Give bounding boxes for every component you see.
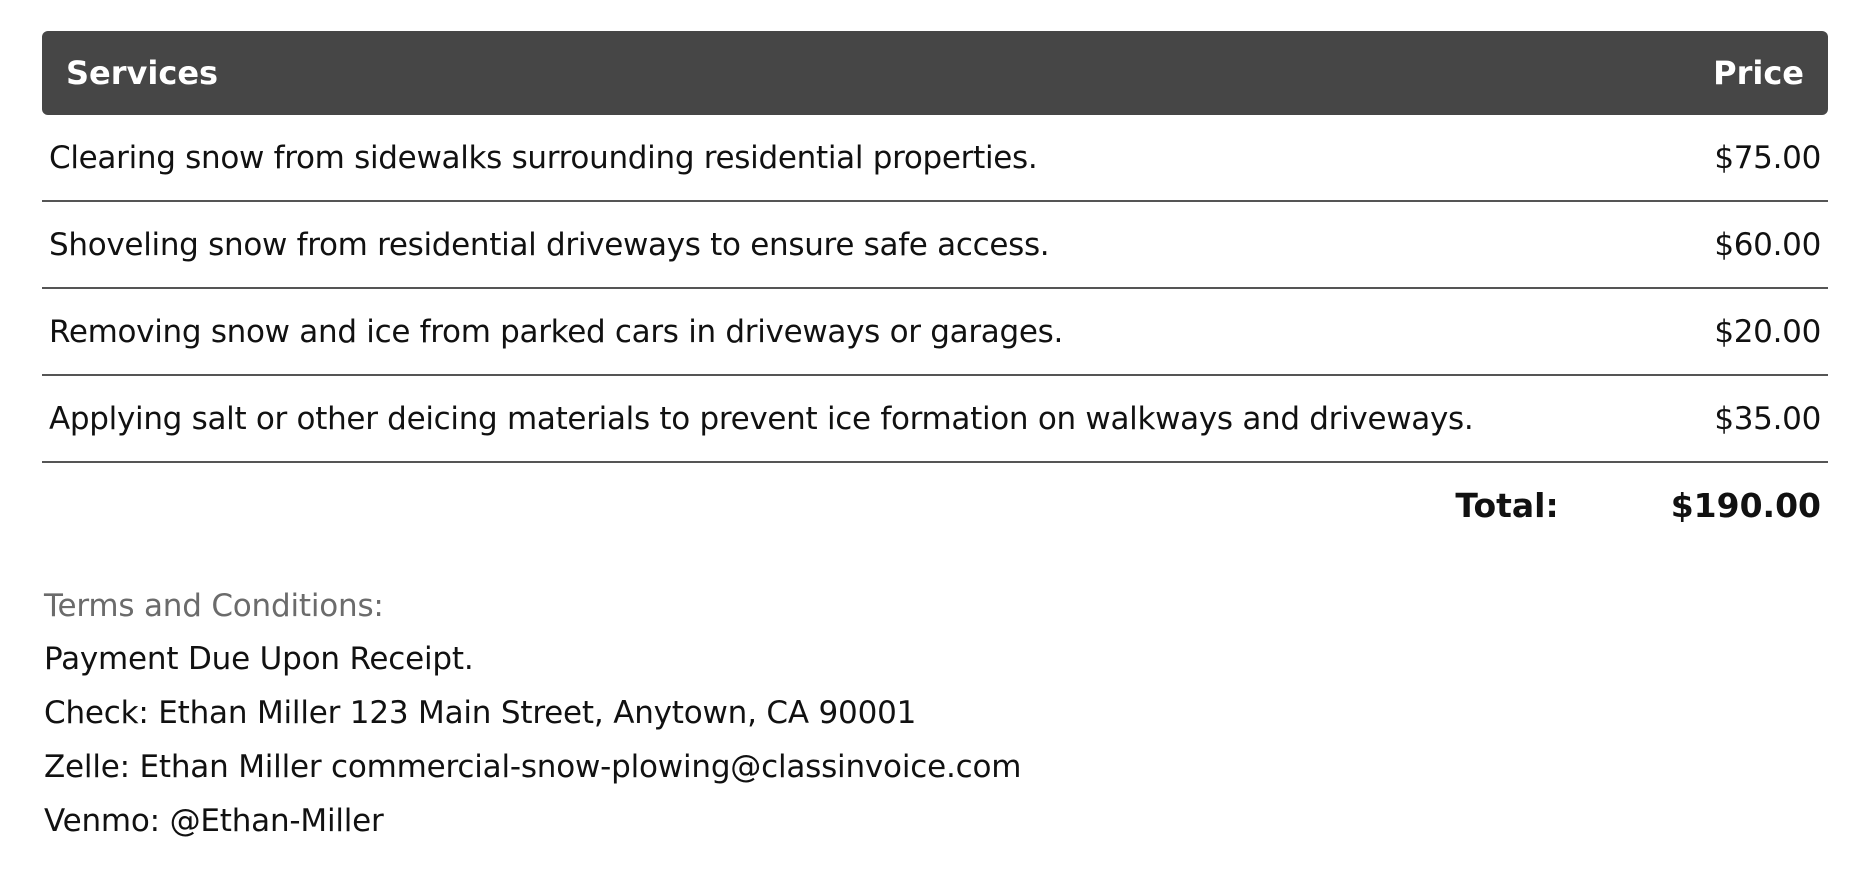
venmo-payment-line: Venmo: @Ethan-Miller bbox=[44, 803, 384, 839]
service-price: $75.00 bbox=[1714, 139, 1821, 176]
terms-title: Terms and Conditions: bbox=[44, 588, 384, 624]
total-label: Total: bbox=[1455, 485, 1559, 525]
check-payment-line: Check: Ethan Miller 123 Main Street, Anytown, CA 90001 bbox=[44, 695, 917, 731]
service-description: Shoveling snow from residential driveways to ensure safe access. bbox=[49, 226, 1050, 263]
total-value: $190.00 bbox=[1670, 485, 1821, 525]
table-header bbox=[42, 31, 1828, 115]
service-price: $60.00 bbox=[1714, 226, 1821, 263]
table-row bbox=[42, 376, 1828, 463]
zelle-payment-line: Zelle: Ethan Miller commercial-snow-plowing@classinvoice.com bbox=[44, 749, 1022, 785]
service-description: Clearing snow from sidewalks surrounding residential properties. bbox=[49, 139, 1038, 176]
table-row bbox=[42, 115, 1828, 202]
payment-due-line: Payment Due Upon Receipt. bbox=[44, 641, 474, 677]
table-row bbox=[42, 289, 1828, 376]
service-description: Applying salt or other deicing materials to prevent ice formation on walkways and driveways. bbox=[49, 400, 1474, 437]
services-table bbox=[42, 31, 1828, 547]
price-column-header: Price bbox=[1713, 54, 1804, 92]
services-column-header: Services bbox=[66, 54, 219, 92]
total-row bbox=[42, 463, 1828, 547]
terms-section bbox=[44, 580, 1021, 848]
service-price: $20.00 bbox=[1714, 313, 1821, 350]
table-row bbox=[42, 202, 1828, 289]
service-price: $35.00 bbox=[1714, 400, 1821, 437]
service-description: Removing snow and ice from parked cars in driveways or garages. bbox=[49, 313, 1064, 350]
